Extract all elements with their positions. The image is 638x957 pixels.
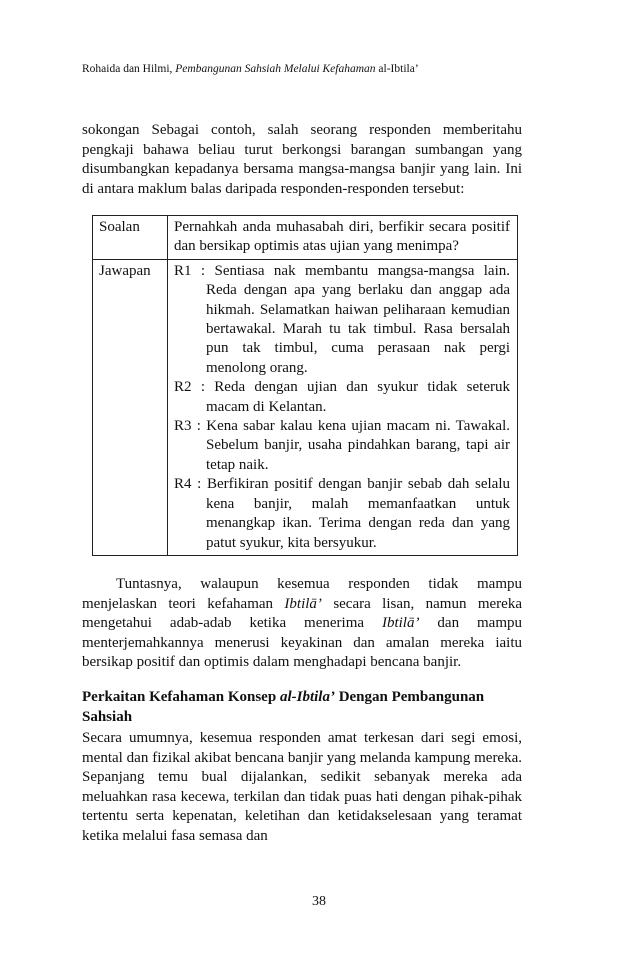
conclusion-text-1: Tuntasnya, walaupun kesemua responden tidak mampu menjelaskan teori kefahaman — [82, 576, 522, 612]
page-number: 38 — [312, 894, 326, 909]
response-text: Berfikiran positif dengan banjir sebab dah selalu kena banjir, malah memanfaatkan untuk menangkap ikan. Terima dengan reda dan yang patut syukur, kita bersyukur. — [206, 476, 511, 551]
question-row — [93, 216, 518, 260]
response-r4: R4 : Berfikiran positif dengan banjir sebab dah selalu kena banjir, malah memanfaatkan untuk menangkap ikan. Terima dengan reda dan yang patut syukur, kita bersyukur. — [174, 476, 511, 551]
section-body-paragraph: Secara umumnya, kesemua responden amat terkesan dari segi emosi, mental dan fizikal akibat bencana banjir yang melanda kampung mereka. Sepanjang temu bual dijalankan, sedikit sebanyak mereka ada meluahkan rasa kecewa, terkilan dan tidak puas hati dengan pihak-pihak tertentu serta kepenatan, keletihan dan ketidakselesaan yang teramat ketika melalui fasa semasa dan — [82, 730, 522, 844]
conclusion-text-3: dan mampu menterjemahkannya menerusi keyakinan dan amalan mereka iaitu bersikap positif dan optimis dalam menghadapi bencana banjir. — [82, 615, 522, 671]
response-r3: R3 : Kena sabar kalau kena ujian macam ni. Tawakal. Sebelum banjir, usaha pindahkan barang, tapi air tetap naik. — [174, 418, 510, 473]
response-text: Reda dengan ujian dan syukur tidak seteruk macam di Kelantan. — [206, 379, 510, 415]
answer-cell — [168, 259, 518, 555]
qa-table — [92, 215, 518, 556]
term-ibtila-1: Ibtilā’ — [284, 595, 322, 612]
heading-text-1: Perkaitan Kefahaman Konsep — [82, 689, 277, 705]
header-journal-title: Pembangunan Sahsiah Melalui Kefahaman — [175, 63, 376, 75]
answer-label: Jawapan — [93, 259, 168, 555]
answer-row — [93, 259, 518, 555]
section-heading — [82, 688, 522, 727]
conclusion-paragraph — [82, 575, 522, 673]
heading-text-2: Dengan Pembangunan Sahsiah — [82, 689, 485, 725]
response-code: R4 — [174, 476, 192, 493]
question-text: Pernahkah anda muhasabah diri, berfikir secara positif dan bersikap optimis atas ujian yang menimpa? — [168, 216, 518, 260]
intro-paragraph: sokongan Sebagai contoh, salah seorang responden memberitahu pengkaji bahawa beliau turut berkongsi barangan sumbangan yang disumbangkan kepadanya bersama mangsa-mangsa banjir yang lain. Ini di antara maklum balas daripada responden-responden tersebut: — [82, 122, 522, 197]
response-code: R2 — [174, 379, 192, 396]
response-text: Sentiasa nak membantu mangsa-mangsa lain. Reda dengan apa yang berlaku dan anggap ada hikmah. Selamatkan haiwan peliharaan kemudian bertawakal. Marah tu tak timbul. Rasa bersalah pun tak timbul, cuma perasaan nak pergi menolong orang. — [206, 262, 511, 376]
conclusion-text-2: secara lisan, namun mereka mengetahui adab-adab ketika menerima — [82, 595, 522, 632]
running-header — [82, 62, 419, 76]
response-code: R1 — [174, 262, 192, 279]
response-text: Kena sabar kalau kena ujian macam ni. Tawakal. Sebelum banjir, usaha pindahkan barang, tapi air tetap naik. — [206, 418, 510, 473]
question-label: Soalan — [93, 216, 168, 260]
term-ibtila-2: Ibtilā’ — [381, 615, 420, 632]
header-authors: Rohaida dan Hilmi, — [82, 63, 173, 75]
header-suffix: al-Ibtila’ — [378, 63, 419, 75]
response-r1: R1 : Sentiasa nak membantu mangsa-mangsa lain. Reda dengan apa yang berlaku dan anggap ada hikmah. Selamatkan haiwan peliharaan kemudian bertawakal. Marah tu tak timbul. Rasa bersalah pun tak timbul, cuma perasaan nak pergi menolong orang. — [174, 262, 511, 376]
heading-term: al-Ibtila’ — [279, 689, 335, 705]
response-r2: R2 : Reda dengan ujian dan syukur tidak seteruk macam di Kelantan. — [174, 379, 510, 415]
response-code: R3 — [174, 418, 192, 435]
